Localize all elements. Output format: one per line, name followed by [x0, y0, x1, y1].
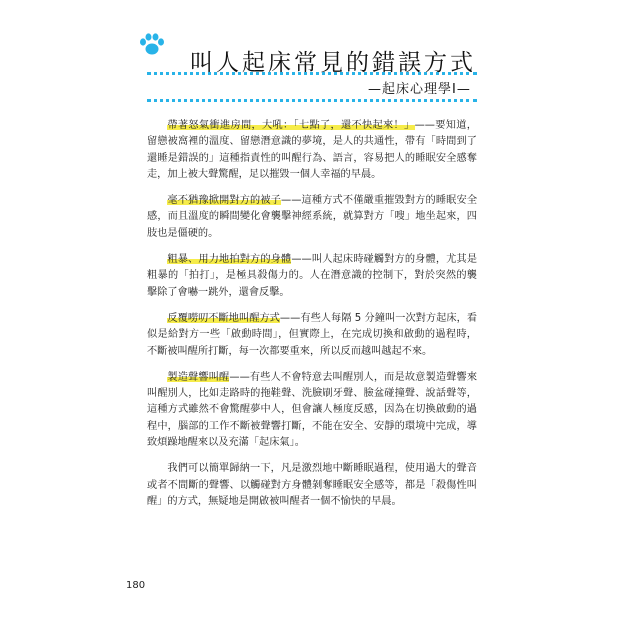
paragraph-5 [147, 370, 477, 451]
highlighted-phrase: 反覆嘮叨不斷地叫醒方式 [167, 312, 280, 324]
highlighted-phrase: 粗暴、用力地拍對方的身體 [167, 254, 292, 266]
paragraph-text: 我們可以簡單歸納一下，凡是激烈地中斷睡眠過程，使用過大的聲音或者不間斷的聲響、以觸碰對方身體剝奪睡眠安全感等，都是「殺傷性叫醒」的方式，無疑地是開啟被叫醒者一個不愉快的早晨。 [147, 463, 477, 507]
dotted-divider-top [147, 72, 477, 75]
paragraph-6 [147, 461, 477, 510]
paragraph-text: ——要知道，留戀被窩裡的溫度、留戀潛意識的夢境，是人的共通性，帶有「時間到了還睡是錯誤的」這種指責性的叫醒行為、語言，容易把人的睡眠安全感奪走，加上被大聲驚醒，足以摧毀一個人幸福的早晨。 [147, 120, 477, 180]
highlighted-phrase: 帶著怒氣衝進房間，大吼：「七點了，還不快起來！」 [167, 120, 415, 131]
body-text [147, 118, 477, 520]
highlighted-phrase: 毫不猶豫掀開對方的被子 [167, 195, 282, 207]
page-number: 180 [126, 580, 146, 591]
paragraph-1 [147, 118, 477, 183]
paw-print-icon [139, 33, 165, 57]
paragraph-text: ——叫人起床時碰觸對方的身體，尤其是粗暴的「拍打」，是極具殺傷力的。人在潛意識的控制下，對於突然的襲擊除了會嚇一跳外，還會反擊。 [147, 254, 478, 298]
page-subtitle: —起床心理學Ⅰ— [368, 82, 471, 97]
paragraph-text: ——這種方式不僅嚴重摧毀對方的睡眠安全感，而且溫度的瞬間變化會襲擊神經系統，就算對方「嗖」地坐起來，四肢也是僵硬的。 [147, 195, 478, 239]
paragraph-2 [147, 193, 477, 242]
highlighted-phrase: 製造聲響叫醒 [167, 371, 230, 383]
paragraph-3 [147, 252, 477, 301]
page-title: 叫人起床常見的錯誤方式 [190, 50, 476, 76]
paragraph-4 [147, 311, 477, 360]
paragraph-text: ——有些人不會特意去叫醒別人，而是故意製造聲響來叫醒別人，比如走路時的拖鞋聲、洗臉刷牙聲、臉盆碰撞聲、說話聲等，這種方式雖然不會驚醒夢中人，但會讓人極度反感，因為在切換啟動的過程中，腦部的工作不斷被聲響打斷，不能在安全、安靜的環境中完成，導致煩躁地醒來以及充滿「起床氣」。 [147, 371, 478, 449]
dotted-divider-bottom [147, 99, 477, 102]
paragraph-text: ——有些人每隔 5 分鐘叫一次對方起床，看似是給對方一些「啟動時間」，但實際上，在完成切換和啟動的過程時，不斷被叫醒所打斷，每一次都要重來，所以反而越叫越起不來。 [147, 312, 478, 357]
